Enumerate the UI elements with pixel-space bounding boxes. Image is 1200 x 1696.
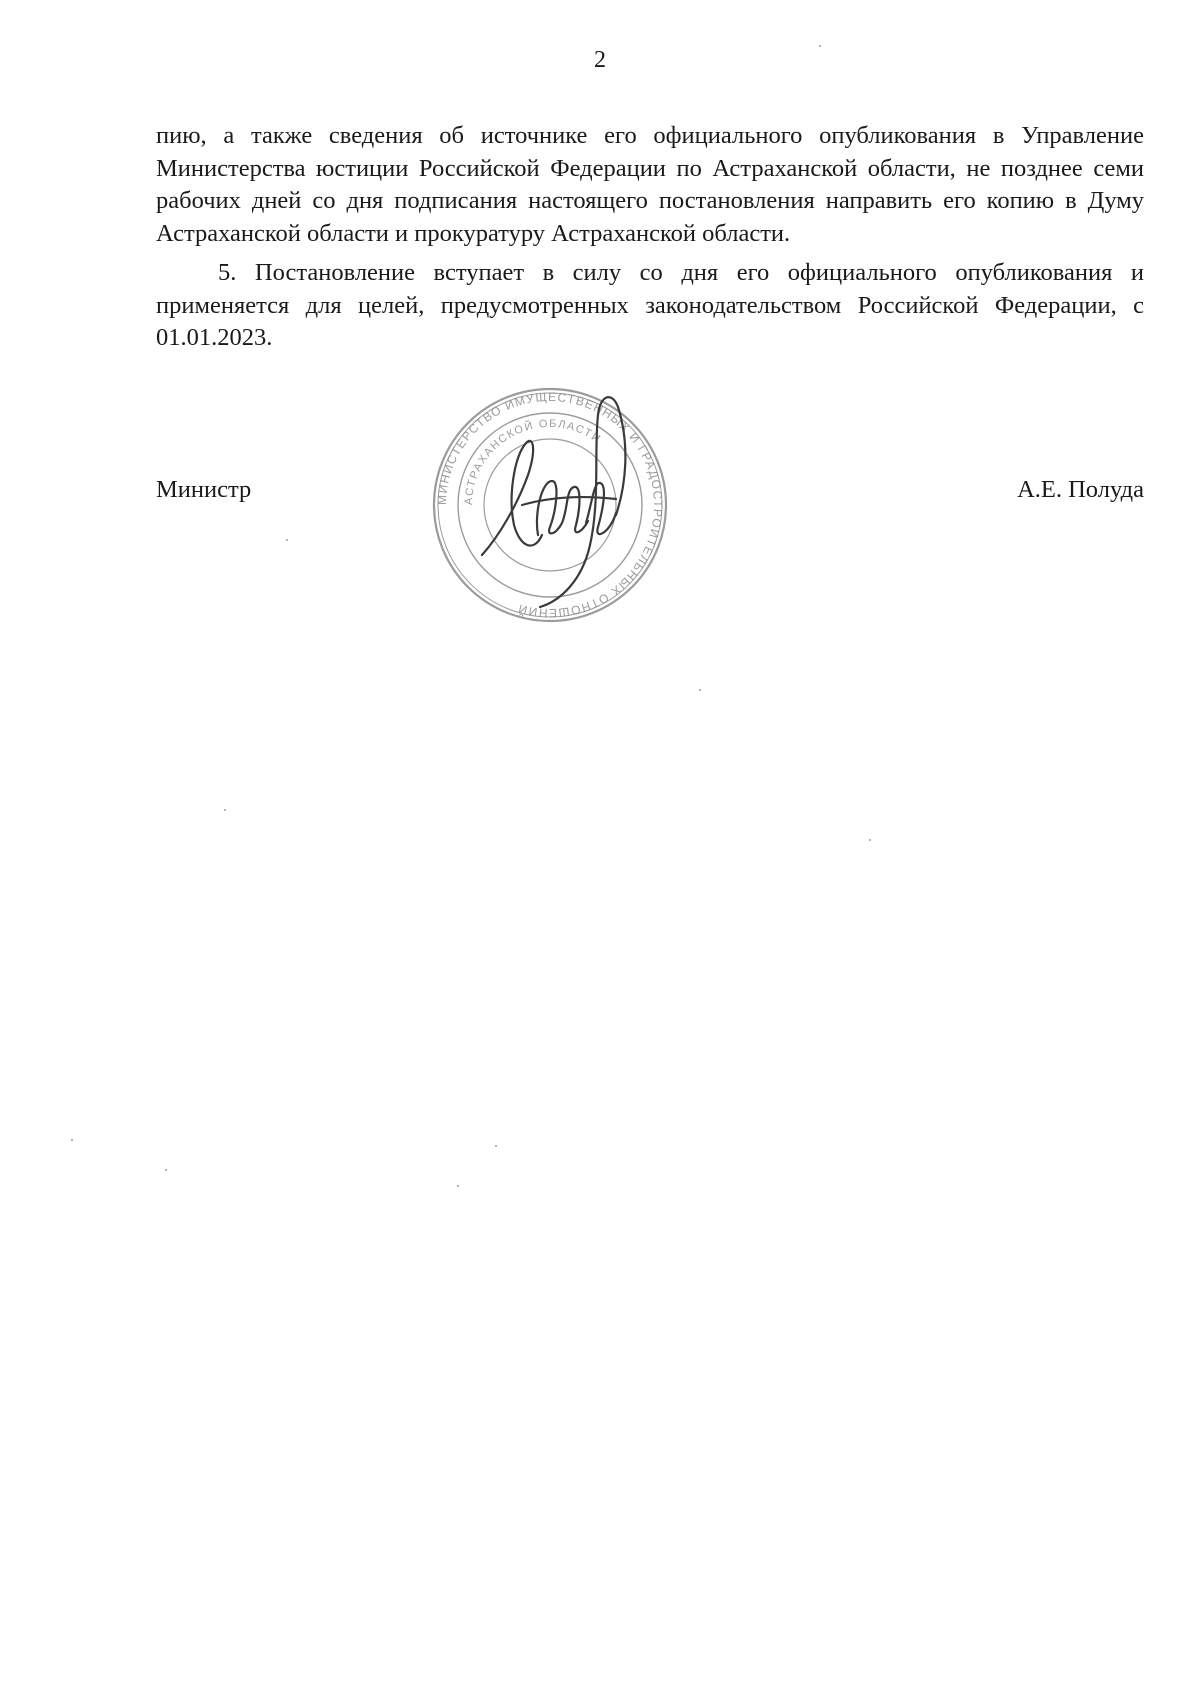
page-number: 2 <box>594 47 606 73</box>
signatory-title: Министр <box>156 476 252 503</box>
paragraph-item-5: 5. Постановление вступает в силу со дня его официального опубликования и применяется для целей, предусмотренных законодательством Российской Федерации, с 01.01.2023. <box>156 259 1144 351</box>
official-seal-with-signature <box>430 385 670 625</box>
document-body <box>156 120 1144 355</box>
seal-inner-text: АСТРАХАНСКОЙ ОБЛАСТИ <box>462 417 604 506</box>
signatory-name: А.Е. Полуда <box>1017 476 1144 503</box>
paragraph-continuation: пию, а также сведения об источнике его официального опубликования в Управление Министерства юстиции Российской Федерации по Астраханской области, не позднее семи рабочих дней со дня подписания настоящего постановления направить его копию в Думу Астраханской области и прокуратуру Астраханской области. <box>156 122 1144 247</box>
seal-outer-text: МИНИСТЕРСТВО ИМУЩЕСТВЕННЫХ И ГРАДОСТРОИТЕЛЬНЫХ ОТНОШЕНИЙ <box>434 389 666 621</box>
